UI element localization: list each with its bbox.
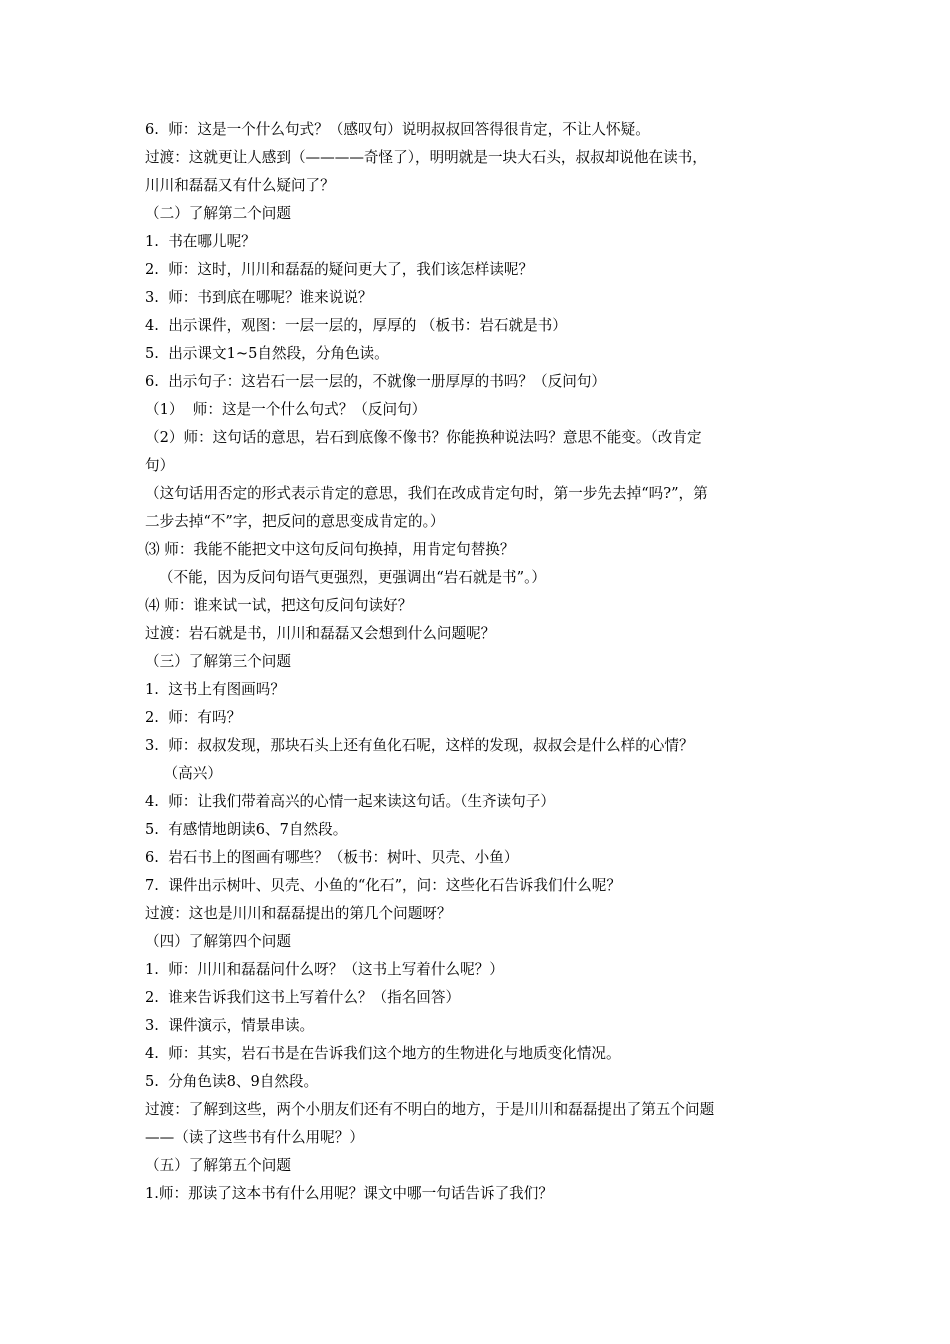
text-line: 过渡：这也是川川和磊磊提出的第几个问题呀？ [145, 905, 452, 922]
section-heading: （三）了解第三个问题 [145, 653, 291, 670]
list-item: 1. 师：川川和磊磊问什么呀？（这书上写着什么呢？） [145, 961, 504, 978]
list-item: 1.师：那读了这本书有什么用呢？课文中哪一句话告诉了我们？ [145, 1185, 553, 1202]
list-item: 4. 师：让我们带着高兴的心情一起来读这句话。（生齐读句子） [145, 793, 555, 810]
list-item: 4. 师：其实，岩石书是在告诉我们这个地方的生物进化与地质变化情况。 [145, 1045, 621, 1062]
list-item: 5. 出示课文1~5自然段，分角色读。 [145, 345, 389, 362]
text-line: ——（读了这些书有什么用呢？） [145, 1129, 364, 1146]
list-item: 3. 师：叔叔发现，那块石头上还有鱼化石呢，这样的发现，叔叔会是什么样的心情？ [145, 737, 694, 754]
list-item: 2. 谁来告诉我们这书上写着什么？（指名回答） [145, 989, 461, 1006]
list-item: 5. 有感情地朗读6、7自然段。 [145, 821, 348, 838]
list-item: 4. 出示课件，观图：一层一层的，厚厚的 （板书：岩石就是书） [145, 317, 567, 334]
text-line: 过渡：了解到这些，两个小朋友们还有不明白的地方，于是川川和磊磊提出了第五个问题 [145, 1101, 715, 1118]
list-item: ⑷ 师：谁来试一试，把这句反问句读好？ [145, 597, 413, 614]
section-heading: （五）了解第五个问题 [145, 1157, 291, 1174]
text-line: 过渡：岩石就是书，川川和磊磊又会想到什么问题呢？ [145, 625, 496, 642]
list-item: 7. 课件出示树叶、贝壳、小鱼的“化石”，问：这些化石告诉我们什么呢？ [145, 877, 621, 894]
list-item: 3. 课件演示，情景串读。 [145, 1017, 315, 1034]
list-item: 5. 分角色读8、9自然段。 [145, 1073, 319, 1090]
list-item: （1） 师：这是一个什么句式？（反问句） [145, 401, 427, 418]
text-line: （高兴） [145, 765, 222, 782]
section-heading: （二）了解第二个问题 [145, 205, 291, 222]
text-line: 过渡：这就更让人感到（————奇怪了），明明就是一块大石头，叔叔却说他在读书， [145, 149, 707, 166]
text-line: 句） [145, 457, 175, 474]
list-item: 3. 师：书到底在哪呢？谁来说说？ [145, 289, 373, 306]
text-line: 二步去掉“不”字，把反问的意思变成肯定的。） [145, 513, 445, 530]
list-item: 2. 师：这时，川川和磊磊的疑问更大了，我们该怎样读呢？ [145, 261, 534, 278]
text-line: （这句话用否定的形式表示肯定的意思，我们在改成肯定句时，第一步先去掉“吗?”，第 [145, 485, 708, 502]
text-line: 川川和磊磊又有什么疑问了？ [145, 177, 335, 194]
list-item: 1. 书在哪儿呢？ [145, 233, 256, 250]
text-line: （不能，因为反问句语气更强烈，更强调出“岩石就是书”。） [145, 569, 546, 586]
list-item: （2）师：这句话的意思，岩石到底像不像书？你能换种说法吗？意思不能变。（改肯定 [145, 429, 702, 446]
list-item: 2. 师：有吗？ [145, 709, 242, 726]
list-item: 6. 岩石书上的图画有哪些？（板书：树叶、贝壳、小鱼） [145, 849, 519, 866]
text-line: 6. 师：这是一个什么句式？（感叹句）说明叔叔回答得很肯定，不让人怀疑。 [145, 121, 650, 138]
list-item: ⑶ 师：我能不能把文中这句反问句换掉，用肯定句替换？ [145, 541, 515, 558]
list-item: 6. 出示句子：这岩石一层一层的，不就像一册厚厚的书吗？（反问句） [145, 373, 607, 390]
list-item: 1. 这书上有图画吗？ [145, 681, 285, 698]
section-heading: （四）了解第四个问题 [145, 933, 291, 950]
